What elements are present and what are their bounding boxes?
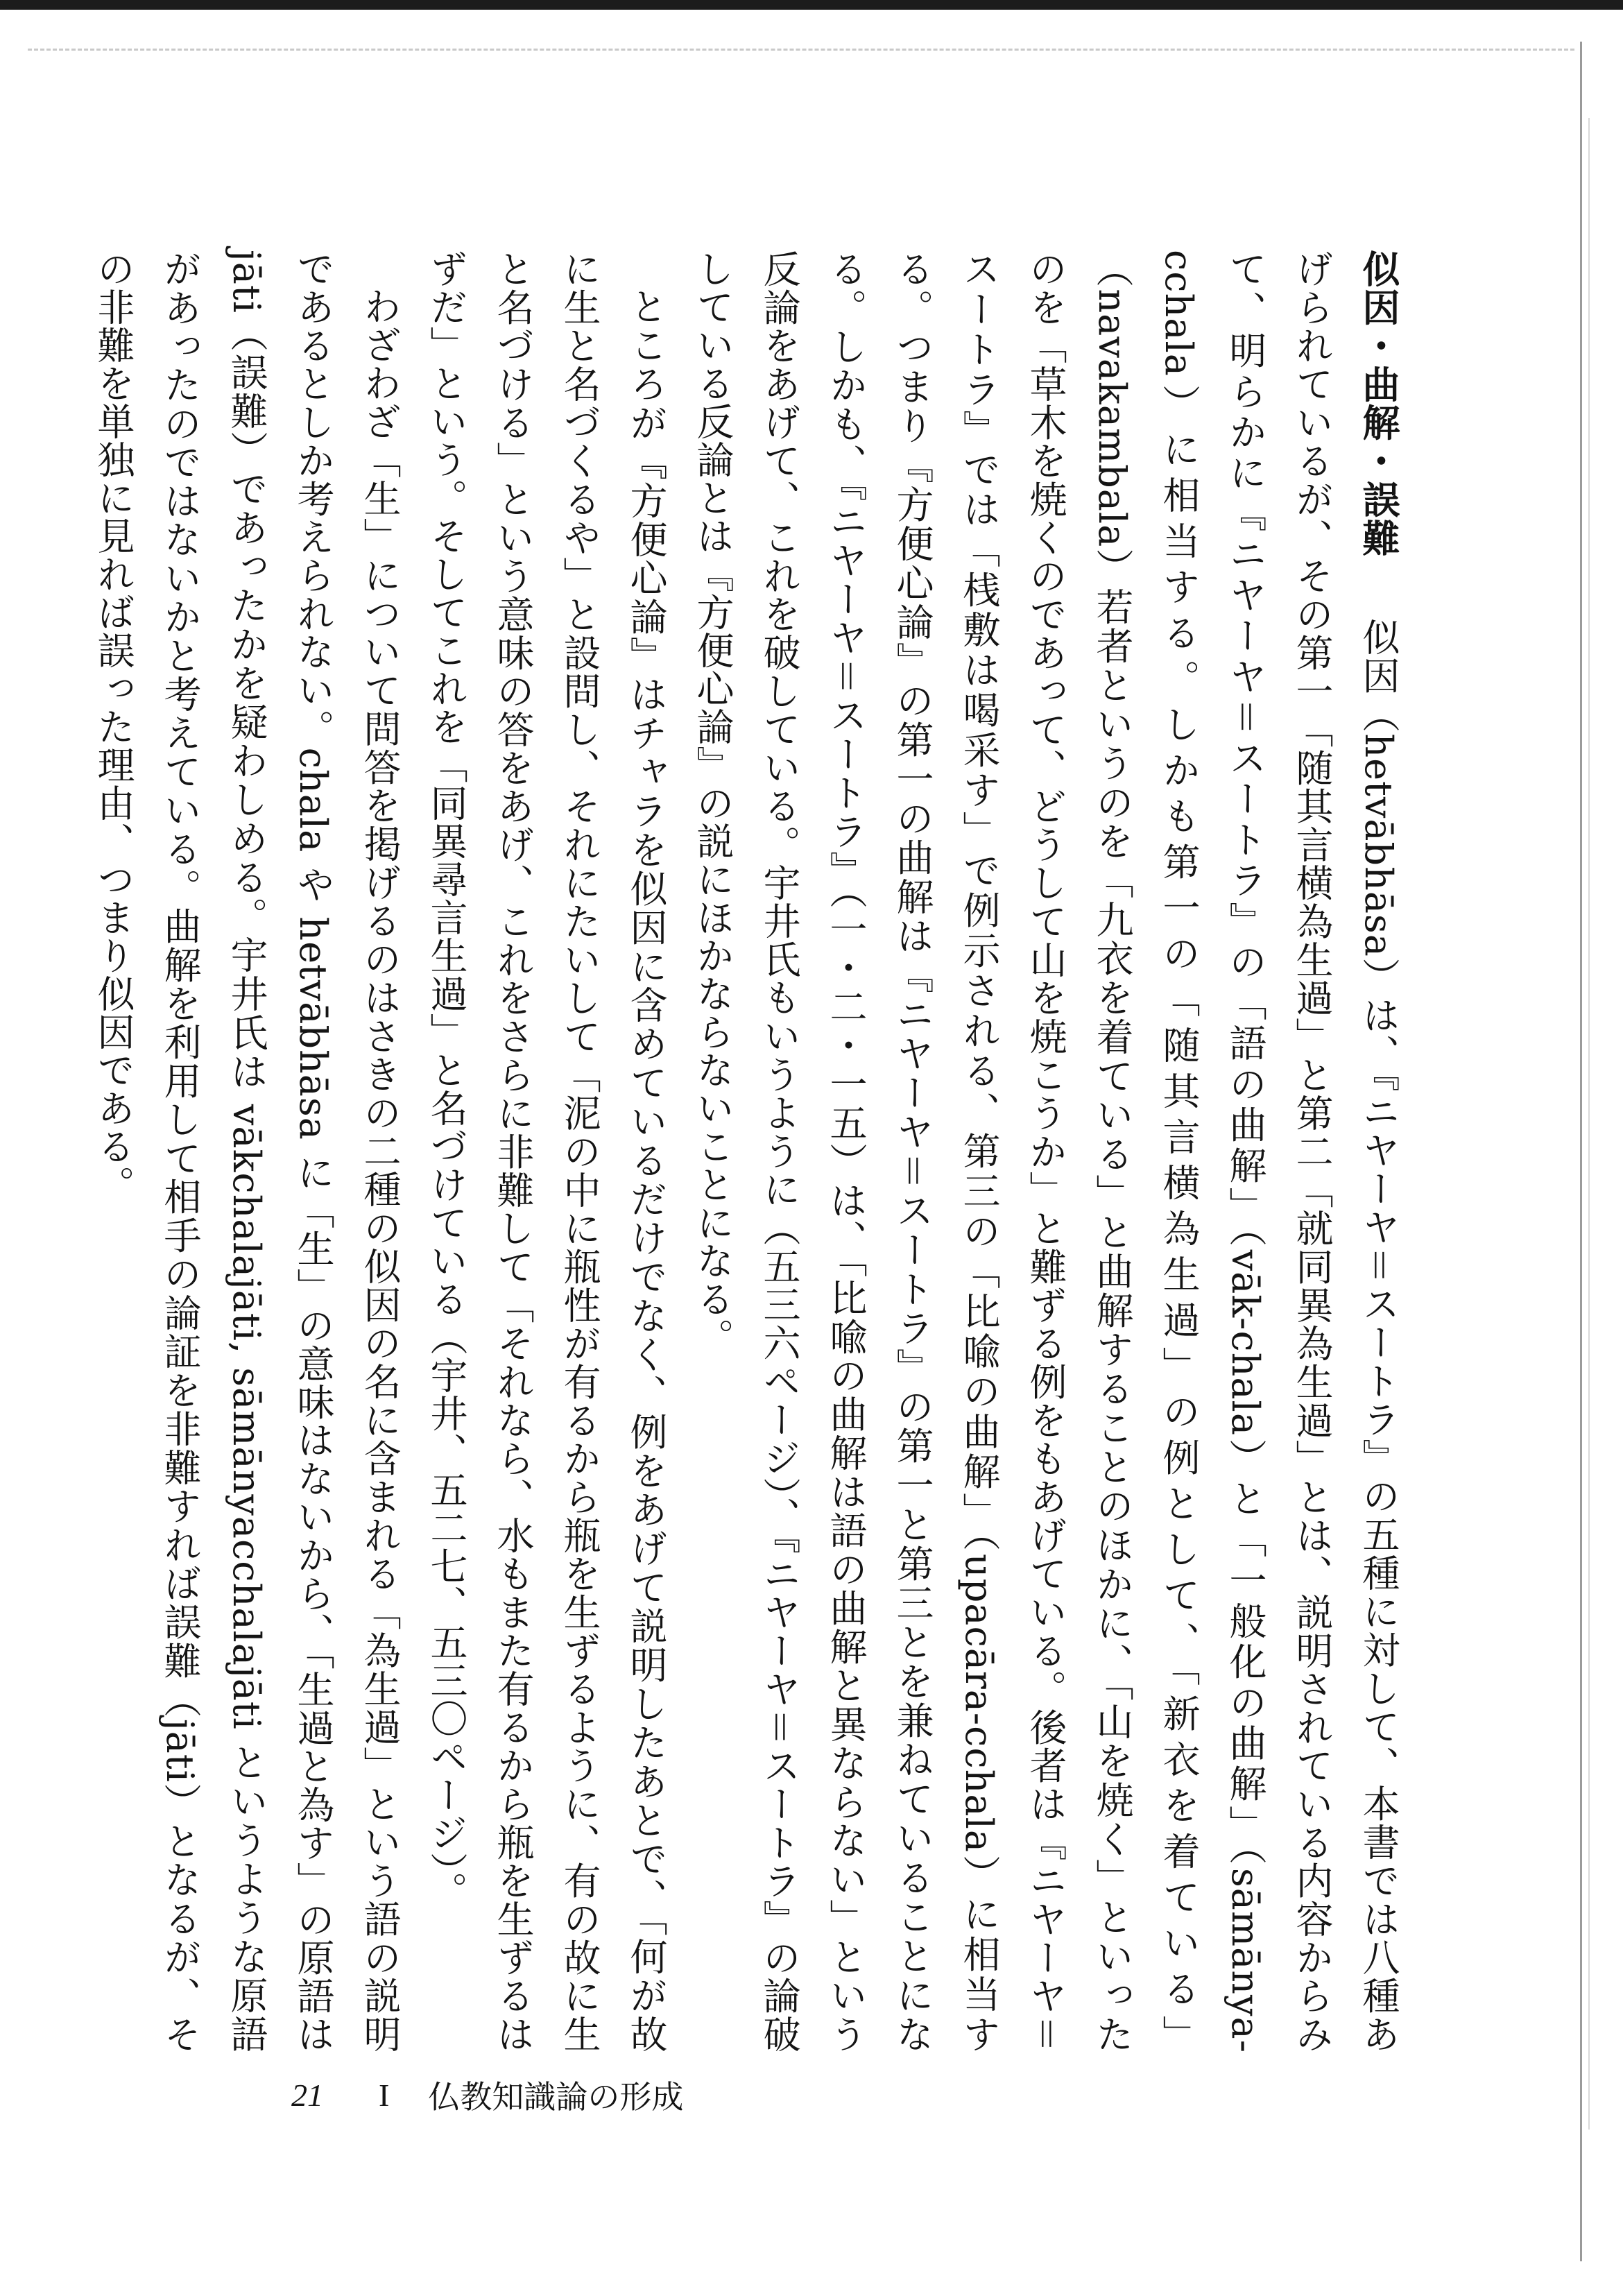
paragraph-1 [679,250,1411,2053]
scan-edge-bar [0,0,1623,10]
running-title: 仏教知識論の形成 [428,2078,684,2116]
vertical-body-text [92,250,1411,2054]
page-footer [291,2074,683,2116]
page-number: 21 [291,2077,323,2113]
section-heading: 似因・曲解・誤難 [1357,250,1400,558]
page-right-rule [1580,42,1582,2261]
paragraph-3: わざわざ「生」について問答を掲げるのはさきの二種の似因の名に含まれる「為生過」という語の説明であるとしか考えられない。chala や hetvābhāsa に「生」の意味はないから、「生過と為す」の原語は jāti（誤難）であったかを疑わしめる。宇井氏は vākchalajāti, sāmānyacchalajāti というような原語があったのではないかと考えている。曲解を利用して相手の論証を非難すれば誤難（jāti）となるが、その非難を単独に見れば誤った理由、つまり似因である。 [92,250,402,2053]
paragraph-1-text: 似因（hetvābhāsa）は、『ニヤーヤ＝スートラ』の五種に対して、本書では八種あげられているが、その第一「随其言横為生過」と第二「就同異為生過」とは、説明されている内容からみて、明らかに『ニヤーヤ＝スートラ』の「語の曲解」（vāk-chala）と「一般化の曲解」（sāmānya-cchala）に相当する。しかも第一の「随其言横為生過」の例として、「新衣を着ている」（navakambala）若者というのを「九衣を着ている」と曲解することのほかに、「山を焼く」といったのを「草木を焼くのであって、どうして山を焼こうか」と難ずる例をもあげている。後者は『ニヤーヤ＝スートラ』では「桟敷は喝采す」で例示される、第三の「比喩の曲解」（upacāra-cchala）に相当する。つまり『方便心論』の第一の曲解は『ニヤーヤ＝スートラ』の第一と第三とを兼ねていることになる。しかも、『ニヤーヤ＝スートラ』（一・二・一五）は、「比喩の曲解は語の曲解と異ならない」という反論をあげて、これを破している。宇井氏もいうように（五三六ページ）、『ニヤーヤ＝スートラ』の論破している反論とは『方便心論』の説にほかならないことになる。 [691,250,1400,2054]
paragraph-2: ところが『方便心論』はチャラを似因に含めているだけでなく、例をあげて説明したあとで、「何が故に生と名づくるや」と設問し、それにたいして「泥の中に瓶性が有るから瓶を生ずるように、有の故に生と名づける」という意味の答をあげ、これをさらに非難して「それなら、水もまた有るから瓶を生ずるはずだ」という。そしてこれを「同異尋言生過」と名づけている（宇井、五二七、五三〇ページ）。 [424,250,668,2054]
page-right-rule-faint [1588,118,1590,2130]
scan-dashed-border [28,49,1574,51]
part-number: I [379,2077,390,2113]
